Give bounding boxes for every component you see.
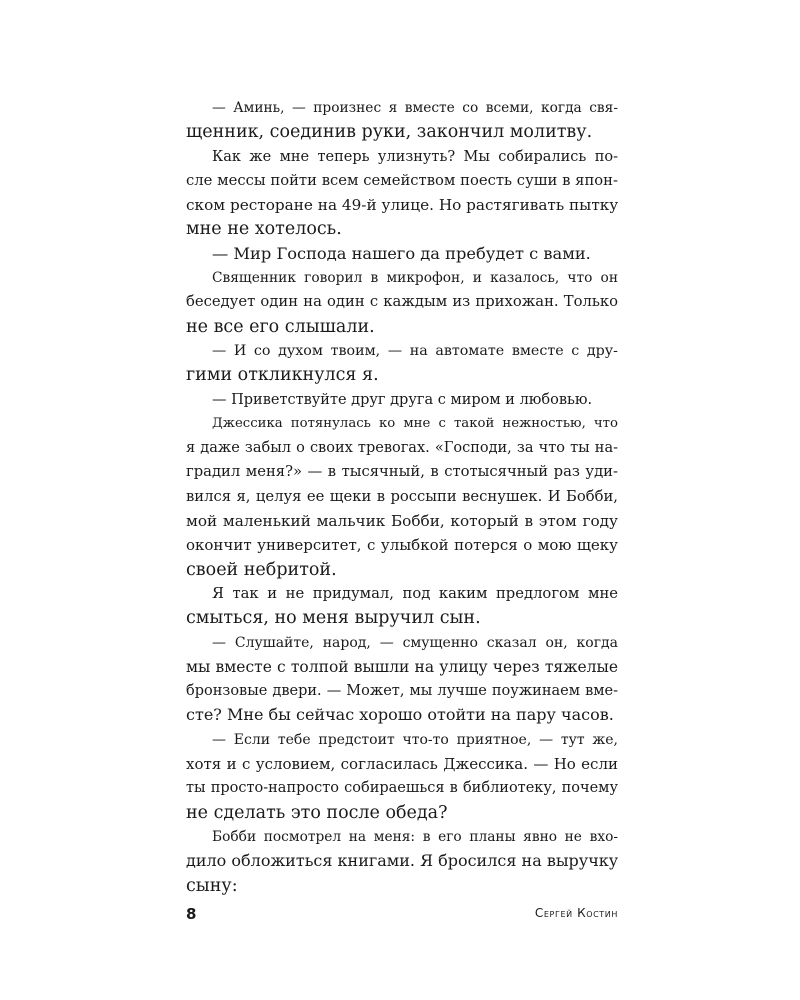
text-line: мне не хотелось. (186, 219, 342, 240)
text-line: — Слушайте, народ, — смущенно сказал он, когда (212, 634, 618, 651)
text-line: мой маленький мальчик Бобби, который в этом году (186, 512, 618, 531)
text-line: сте? Мне бы сейчас хорошо отойти на пару часов. (186, 705, 614, 725)
text-line: вился я, целуя ее щеки в россыпи веснушек. И Бобби, (186, 487, 618, 505)
text-line: — Приветствуйте друг друга с миром и любовью. (212, 391, 593, 408)
text-line: не сделать это после обеда? (186, 802, 448, 823)
text-line: Священник говорил в микрофон, и казалось, что он (212, 270, 618, 287)
text-line: Бобби посмотрел на меня: в его планы явно не вхо- (212, 828, 618, 845)
text-line: не все его слышали. (186, 316, 375, 337)
paragraph (186, 388, 618, 412)
text-line: ском ресторане на 49-й улице. Но растягивать пытку (186, 196, 619, 215)
text-line: хотя и с условием, согласилась Джессика. — Но если (186, 755, 618, 774)
running-head-author: Сергей Костин (534, 906, 618, 920)
paragraph (186, 728, 618, 825)
text-line: мы вместе с толпой вышли на улицу через тяжелые (186, 657, 618, 676)
text-line: Джессика потянулась ко мне с такой нежностью, что (212, 415, 618, 431)
text-line: Как же мне теперь улизнуть? Мы собирались по- (212, 148, 618, 165)
text-line: дило обложиться книгами. Я бросился на выручку (186, 851, 619, 871)
text-line: окончит университет, с улыбкой потерся о мою щеку (186, 536, 618, 555)
paragraph (186, 145, 618, 242)
text-line: беседует один на один с каждым из прихожан. Только (186, 293, 618, 311)
paragraph (186, 242, 618, 266)
text-line: бронзовые двери. — Может, мы лучше поужинаем вме- (186, 683, 618, 700)
paragraph (186, 631, 618, 728)
text-line: — Аминь, — произнес я вместе со всеми, когда свя- (212, 100, 618, 116)
text-line: смыться, но меня выручил сын. (186, 608, 481, 629)
text-line: — Если тебе предстоит что-то приятное, — тут же, (212, 731, 618, 748)
text-line: я даже забыл о своих тревогах. «Господи, за что ты на- (186, 440, 618, 457)
text-line: щенник, соединив руки, закончил молитву. (186, 122, 593, 143)
page-number: 8 (186, 905, 197, 923)
paragraph (186, 266, 618, 339)
paragraph (186, 412, 618, 582)
page-footer (186, 905, 618, 925)
text-line: гими откликнулся я. (186, 365, 379, 386)
body-text (186, 96, 618, 898)
text-line: своей небритой. (186, 559, 337, 580)
text-line: — И со духом твоим, — на автомате вместе с дру- (212, 342, 618, 359)
text-line: градил меня?» — в тысячный, в стотысячный раз уди- (186, 463, 618, 481)
text-line: — Мир Господа нашего да пребудет с вами. (212, 243, 591, 263)
paragraph (186, 96, 618, 145)
text-line: ты просто-напросто собираешься в библиотеку, почему (186, 780, 618, 797)
text-line: сыну: (186, 875, 238, 896)
paragraph (186, 825, 618, 898)
text-line: сле мессы пойти всем семейством поесть суши в япон- (186, 171, 618, 189)
paragraph (186, 339, 618, 388)
text-line: Я так и не придумал, под каким предлогом мне (212, 584, 618, 602)
paragraph (186, 582, 618, 631)
